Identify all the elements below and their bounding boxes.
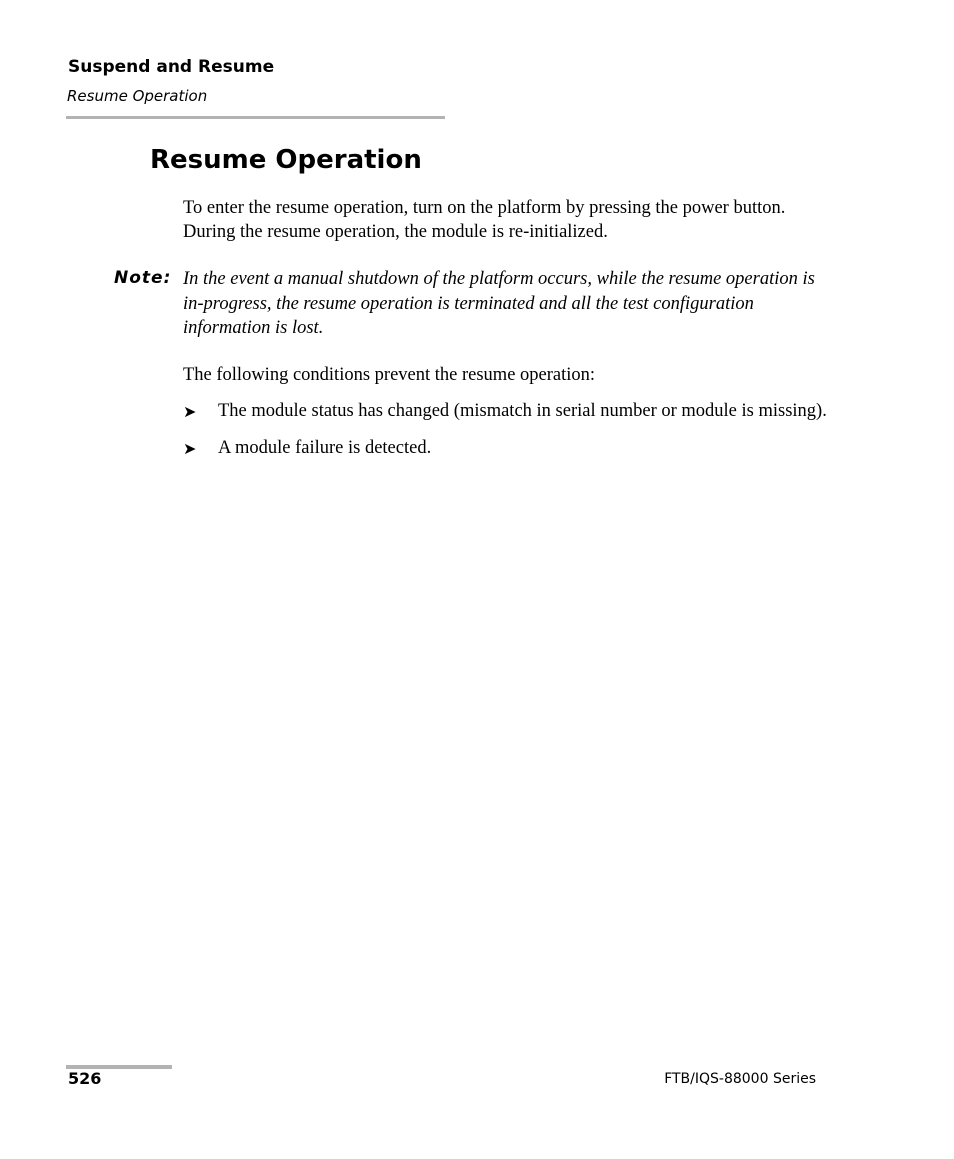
list-item-text: The module status has changed (mismatch in serial number or module is missing). xyxy=(218,401,827,421)
note-text: In the event a manual shutdown of the platform occurs, while the resume operation is in-progress, the resume operation is terminated and all the test configuration information is lost. xyxy=(183,269,815,338)
list-item xyxy=(183,436,833,461)
product-name: FTB/IQS-88000 Series xyxy=(664,1071,816,1087)
header-divider xyxy=(66,116,445,119)
header-section-title: Resume Operation xyxy=(67,87,208,105)
list-item-text: A module failure is detected. xyxy=(218,437,432,458)
note-label: Note: xyxy=(114,268,172,288)
intro-paragraph: To enter the resume operation, turn on the platform by pressing the power button. During the resume operation, the module is re-initialized. xyxy=(183,198,786,242)
header-chapter-title: Suspend and Resume xyxy=(68,57,275,77)
list-item xyxy=(183,399,833,424)
arrow-bullet-icon: ➤ xyxy=(183,402,197,421)
page-number: 526 xyxy=(68,1069,102,1088)
conditions-paragraph: The following conditions prevent the resume operation: xyxy=(183,365,596,385)
page-title: Resume Operation xyxy=(150,145,422,175)
conditions-list xyxy=(183,399,833,472)
arrow-bullet-icon: ➤ xyxy=(183,438,197,458)
